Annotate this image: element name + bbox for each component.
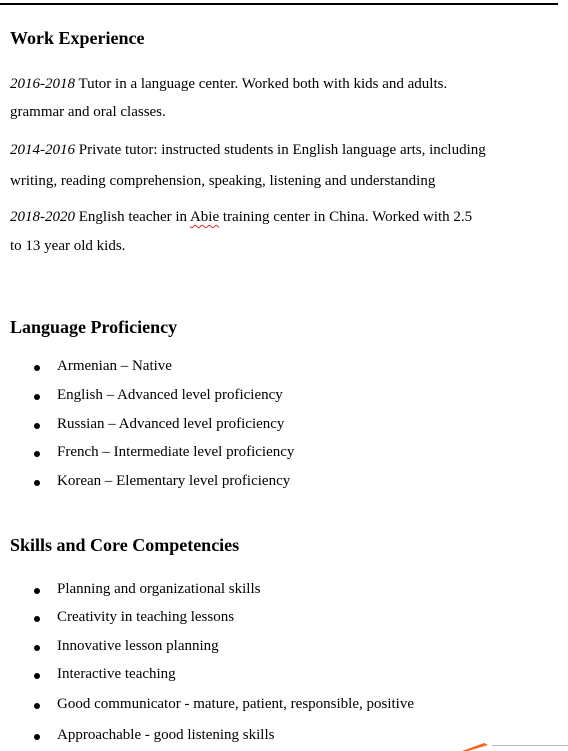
language-proficiency-heading: Language Proficiency: [10, 317, 178, 337]
bullet-icon: [34, 673, 40, 679]
work-entry-1: [10, 76, 550, 120]
list-item-text: Planning and organizational skills: [57, 581, 261, 597]
list-item-text: Innovative lesson planning: [57, 638, 219, 654]
list-item-text: Creativity in teaching lessons: [57, 609, 235, 625]
work-entry-3: [10, 209, 550, 259]
bullet-icon: [34, 423, 40, 429]
bullet-icon: [34, 451, 40, 457]
list-item-text: French – Intermediate level proficiency: [57, 444, 295, 460]
work-entry-date: 2018-2020: [10, 209, 75, 225]
list-item-text: Russian – Advanced level proficiency: [57, 416, 285, 432]
work-entry-text: Private tutor: instructed students in English language arts, including: [75, 142, 486, 158]
bullet-icon: [34, 645, 40, 651]
bullet-icon: [34, 588, 40, 594]
list-item-text: Approachable - good listening skills: [57, 727, 275, 743]
list-item-text: Korean – Elementary level proficiency: [57, 473, 291, 489]
list-item-text: Good communicator - mature, patient, responsible, positive: [57, 696, 414, 712]
list-item-text: Armenian – Native: [57, 358, 172, 374]
list-item-text: English – Advanced level proficiency: [57, 387, 283, 403]
work-entry-date: 2014-2016: [10, 142, 75, 158]
work-entry-2: [10, 142, 550, 192]
bullet-icon: [34, 616, 40, 622]
bullet-icon: [34, 734, 40, 740]
bullet-icon: [34, 480, 40, 486]
bullet-icon: [34, 394, 40, 400]
list-item-text: Interactive teaching: [57, 666, 176, 682]
work-entry-text-continued: grammar and oral classes.: [10, 104, 166, 120]
work-entry-date: 2016-2018: [10, 76, 75, 92]
page-corner-line: [492, 745, 568, 746]
work-experience-heading: Work Experience: [10, 28, 145, 48]
work-entry-text-continued: writing, reading comprehension, speaking, listening and understanding: [10, 173, 436, 189]
work-entry-text: training center in China. Worked with 2.5: [219, 209, 473, 225]
bullet-icon: [34, 365, 40, 371]
skills-heading: Skills and Core Competencies: [10, 535, 240, 555]
work-entry-text-continued: to 13 year old kids.: [10, 238, 126, 254]
top-rule: [0, 3, 558, 5]
bullet-icon: [34, 703, 40, 709]
work-entry-text: English teacher in: [75, 209, 190, 225]
spellcheck-flagged-word[interactable]: Abie: [189, 209, 220, 225]
work-entry-text: Tutor in a language center. Worked both with kids and adults.: [75, 76, 448, 92]
